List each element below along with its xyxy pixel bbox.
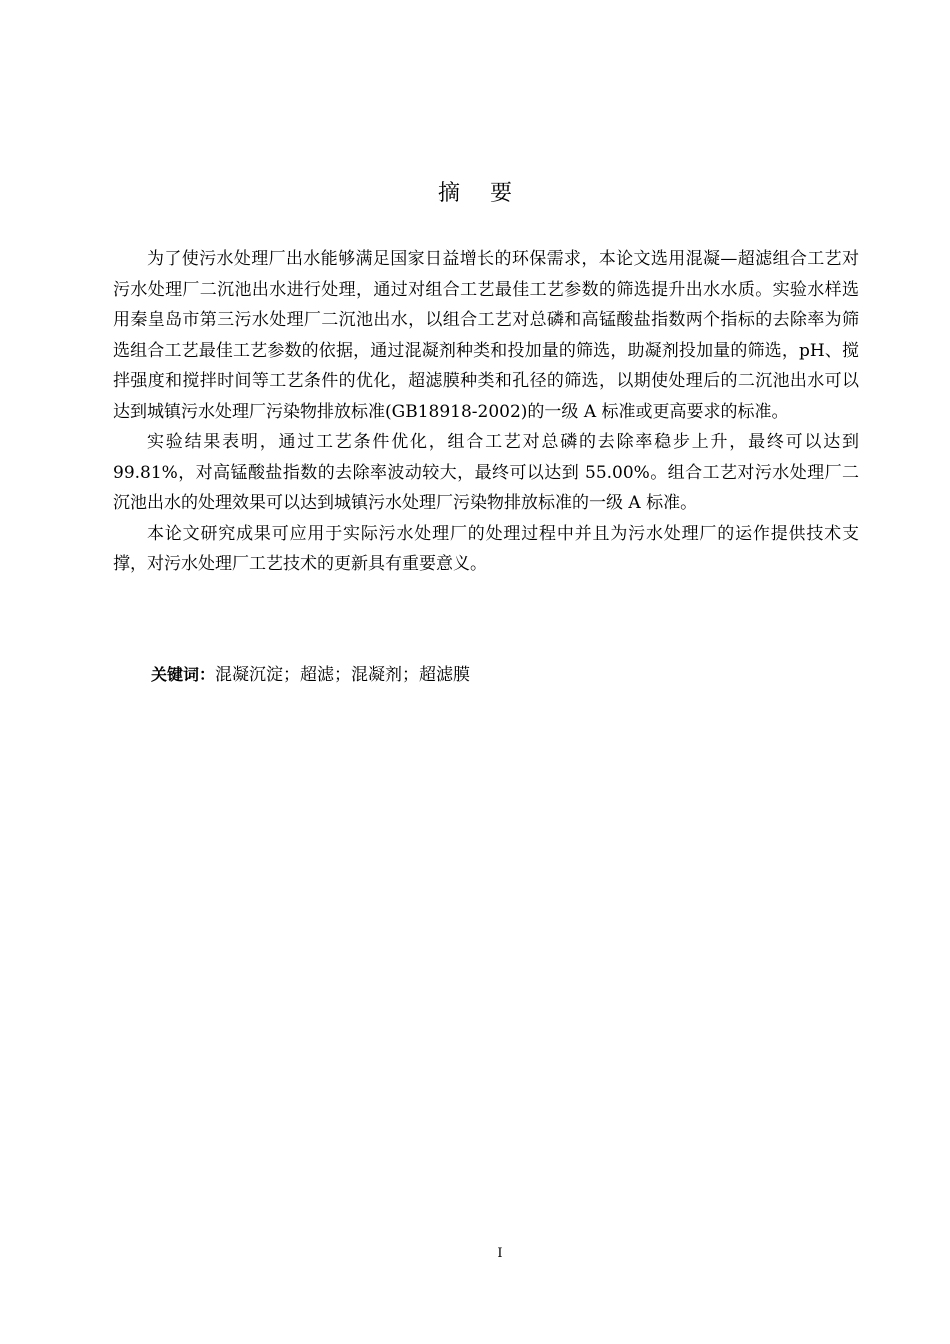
abstract-paragraph-2: 实验结果表明，通过工艺条件优化，组合工艺对总磷的去除率稳步上升，最终可以达到 99.81%，对高锰酸盐指数的去除率波动较大，最终可以达到 55.00%。组合工艺对污水处理厂二沉池出水的处理效果可以达到城镇污水处理厂污染物排放标准的一级 A 标准。 — [113, 432, 859, 513]
abstract-title: 摘要 — [437, 181, 542, 206]
keywords-line — [151, 660, 470, 690]
abstract-paragraph-1: 为了使污水处理厂出水能够满足国家日益增长的环保需求，本论文选用混凝—超滤组合工艺对污水处理厂二沉池出水进行处理，通过对组合工艺最佳工艺参数的筛选提升出水水质。实验水样选用秦皇岛市第三污水处理厂二沉池出水，以组合工艺对总磷和高锰酸盐指数两个指标的去除率为筛选组合工艺最佳工艺参数的依据，通过混凝剂种类和投加量的筛选，助凝剂投加量的筛选，pH、搅拌强度和搅拌时间等工艺条件的优化，超滤膜种类和孔径的筛选，以期使处理后的二沉池出水可以达到城镇污水处理厂污染物排放标准(GB18918-2002)的一级 A 标准或更高要求的标准。 — [113, 249, 859, 422]
abstract-paragraph-3: 本论文研究成果可应用于实际污水处理厂的处理过程中并且为污水处理厂的运作提供技术支撑，对污水处理厂工艺技术的更新具有重要意义。 — [113, 523, 859, 574]
keywords-text: 混凝沉淀；超滤；混凝剂；超滤膜 — [215, 665, 471, 685]
page-number: I — [497, 1246, 503, 1261]
keywords-label: 关键词： — [151, 665, 216, 684]
abstract-body — [113, 244, 859, 580]
